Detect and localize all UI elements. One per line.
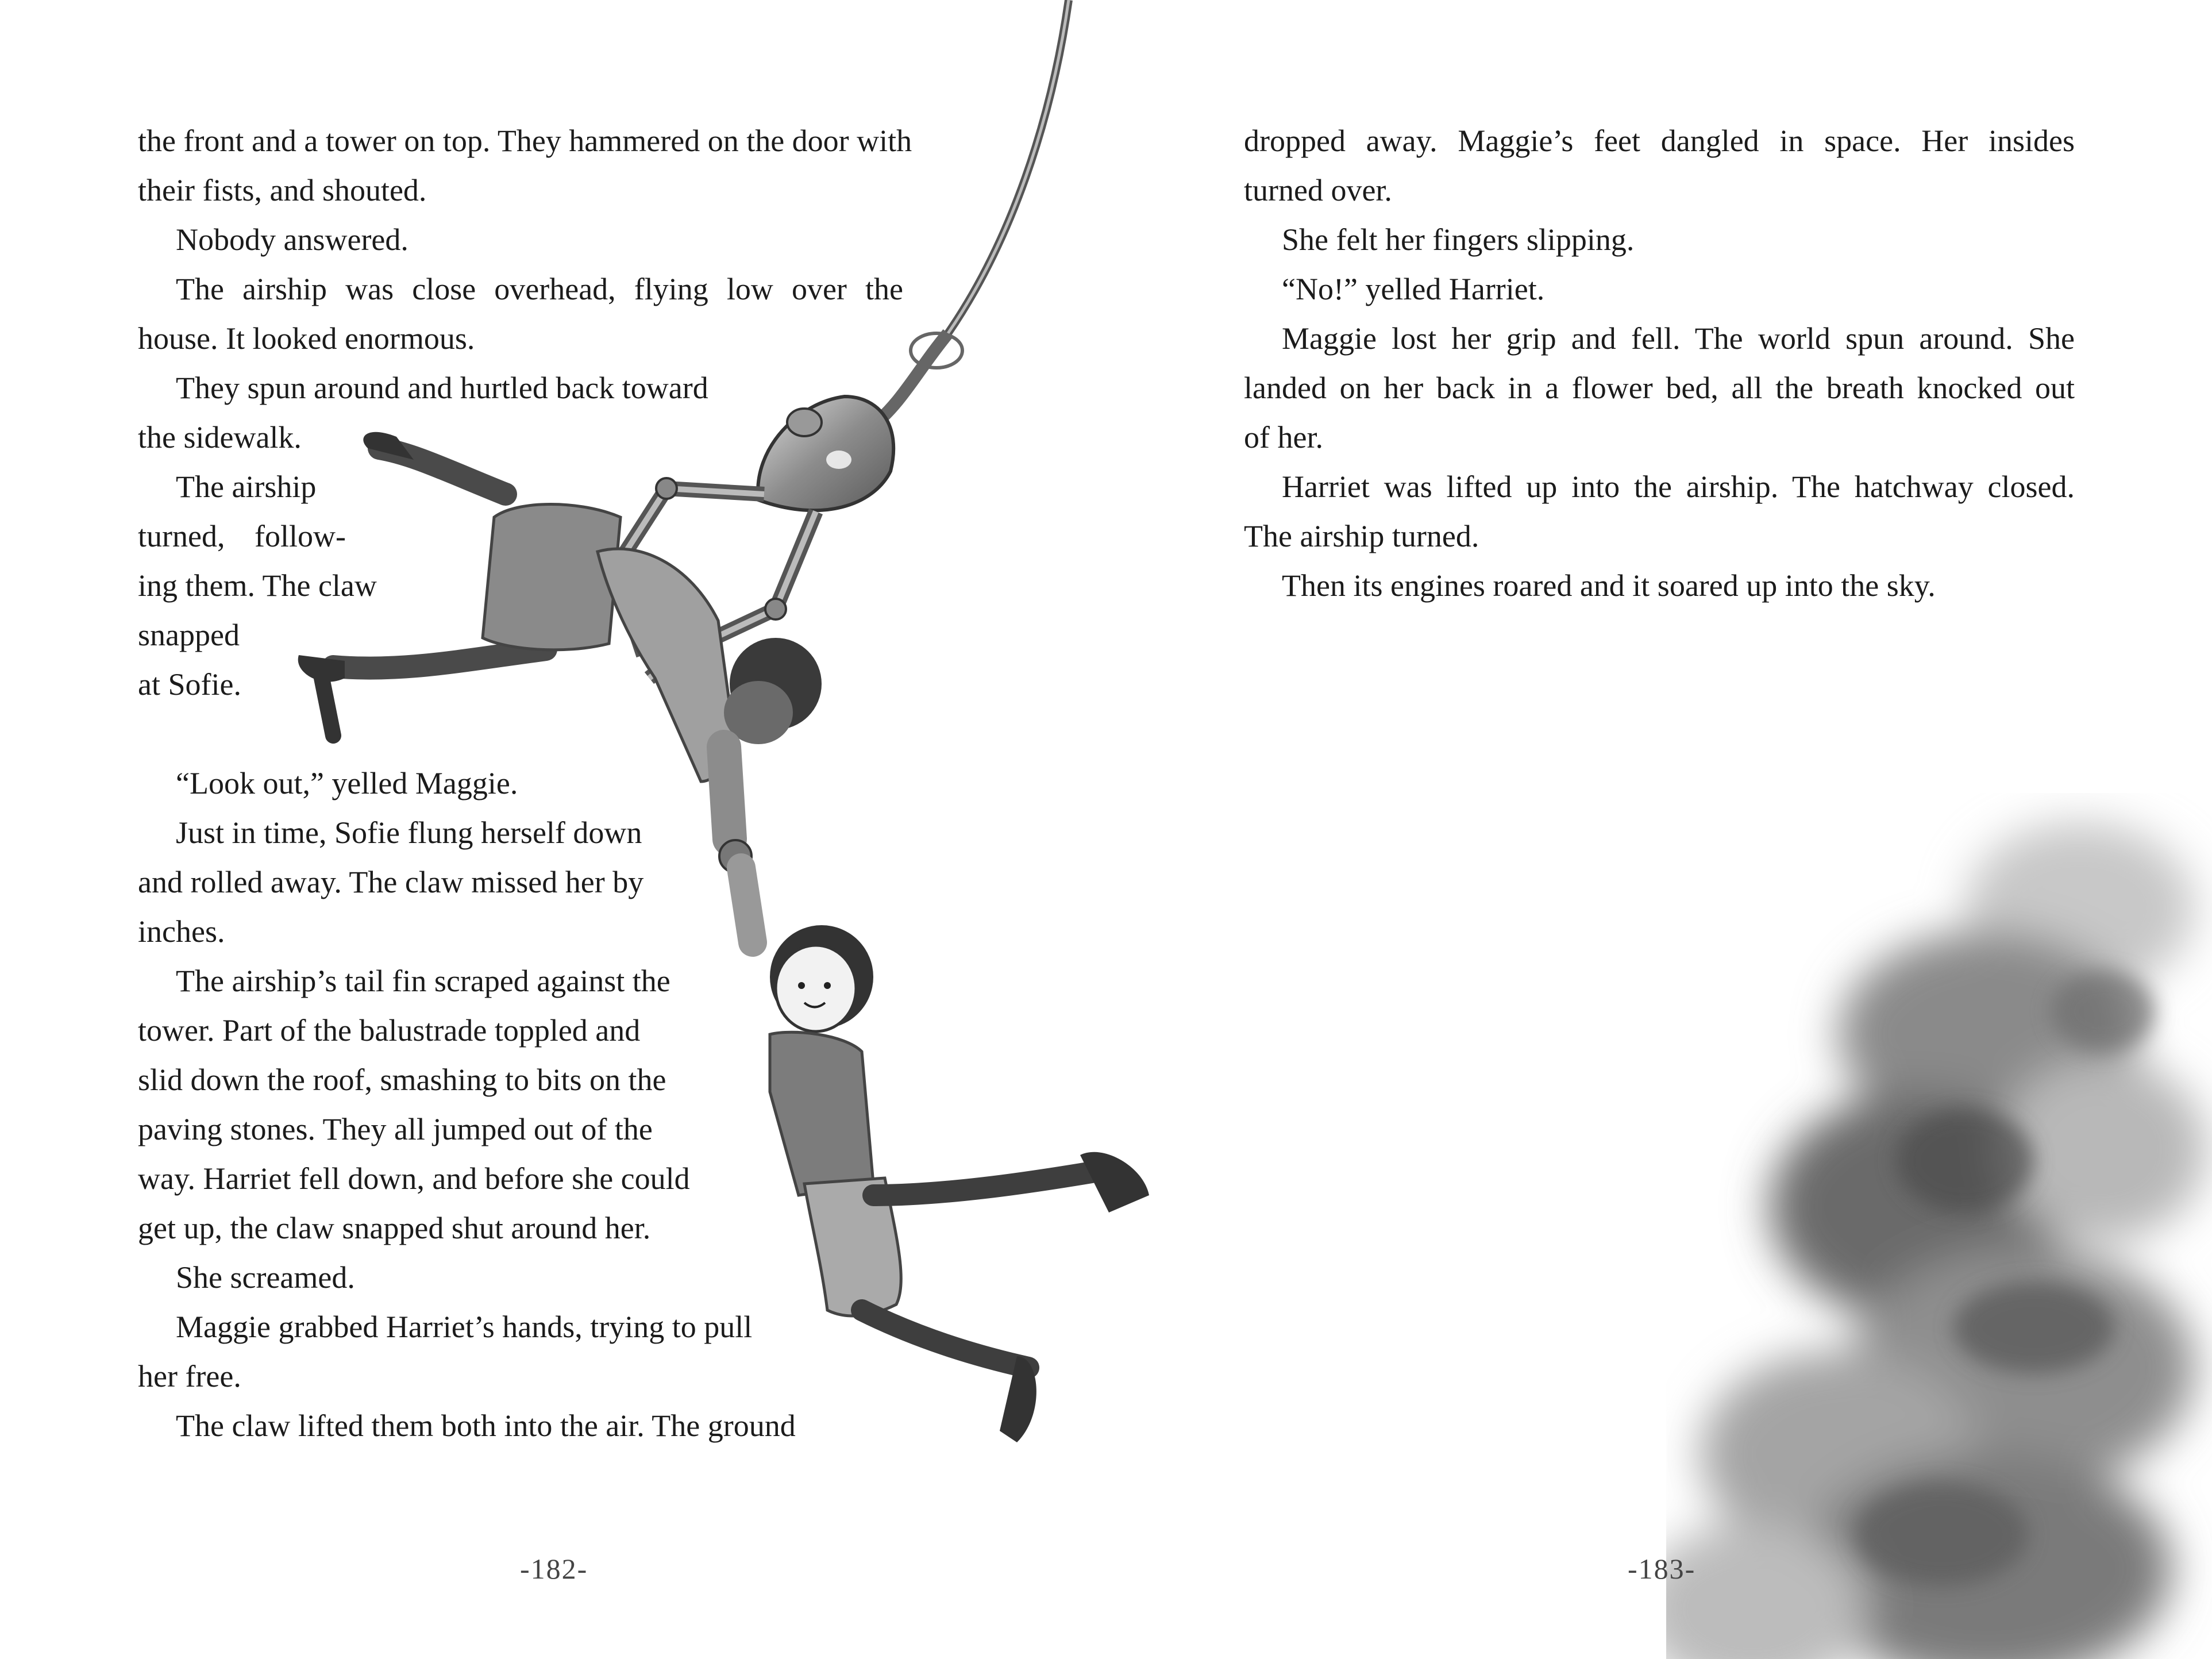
text-line: turned over. bbox=[1244, 173, 1392, 207]
claw-head bbox=[758, 397, 893, 510]
text-line: dropped away. Maggie’s feet dangled in space. Her insides bbox=[1244, 124, 2075, 158]
text-line: of her. bbox=[1244, 420, 1323, 455]
cable bbox=[948, 0, 1069, 333]
text-line: and rolled away. The claw missed her by bbox=[138, 865, 644, 899]
text-line: the front and a tower on top. They hammered on the door with bbox=[138, 124, 912, 158]
text-line: Just in time, Sofie flung herself down bbox=[176, 815, 642, 850]
text-line: paving stones. They all jumped out of the bbox=[138, 1112, 653, 1146]
text-line: her free. bbox=[138, 1359, 241, 1394]
text-line: turned, follow- bbox=[138, 519, 346, 553]
text-line: landed on her back in a flower bed, all the breath knocked out bbox=[1244, 371, 2075, 405]
text-line: “No!” yelled Harriet. bbox=[1282, 272, 1545, 306]
smoke-wash-illustration bbox=[1666, 793, 2212, 1659]
text-line: Maggie lost her grip and fell. The world spun around. She bbox=[1282, 321, 2075, 356]
maggie-figure bbox=[741, 868, 1149, 1442]
text-line: inches. bbox=[138, 914, 225, 949]
text-line: Then its engines roared and it soared up into the sky. bbox=[1282, 568, 1936, 603]
text-line: The airship turned. bbox=[1244, 519, 1479, 553]
text-line: Maggie grabbed Harriet’s hands, trying to pull bbox=[176, 1310, 753, 1344]
text-line: “Look out,” yelled Maggie. bbox=[176, 766, 518, 800]
text-line: The airship was close overhead, flying low over the bbox=[176, 272, 903, 306]
text-line: ing them. The claw bbox=[138, 568, 377, 603]
text-line: the sidewalk. bbox=[138, 420, 302, 455]
text-line: at Sofie. bbox=[138, 667, 241, 702]
text-line: slid down the roof, smashing to bits on the bbox=[138, 1063, 666, 1097]
text-line: house. It looked enormous. bbox=[138, 321, 475, 356]
page-number: -182- bbox=[520, 1553, 588, 1585]
text-line: She screamed. bbox=[176, 1260, 355, 1295]
text-line: Nobody answered. bbox=[176, 222, 409, 257]
text-line: tower. Part of the balustrade toppled and bbox=[138, 1013, 641, 1048]
text-line: get up, the claw snapped shut around her. bbox=[138, 1211, 651, 1245]
text-line: way. Harriet fell down, and before she could bbox=[138, 1161, 690, 1196]
text-line: The airship bbox=[176, 469, 317, 504]
text-line: snapped bbox=[138, 618, 240, 652]
text-line: Harriet was lifted up into the airship. The hatchway closed. bbox=[1282, 469, 2075, 504]
text-line: She felt her fingers slipping. bbox=[1282, 222, 1635, 257]
text-line: their fists, and shouted. bbox=[138, 173, 427, 207]
page-number: -183- bbox=[1628, 1553, 1696, 1585]
text-line: They spun around and hurtled back toward bbox=[176, 371, 708, 405]
text-line: The claw lifted them both into the air. The ground bbox=[176, 1408, 796, 1443]
text-line: The airship’s tail fin scraped against the bbox=[176, 964, 670, 998]
right-page bbox=[1106, 0, 2212, 1659]
